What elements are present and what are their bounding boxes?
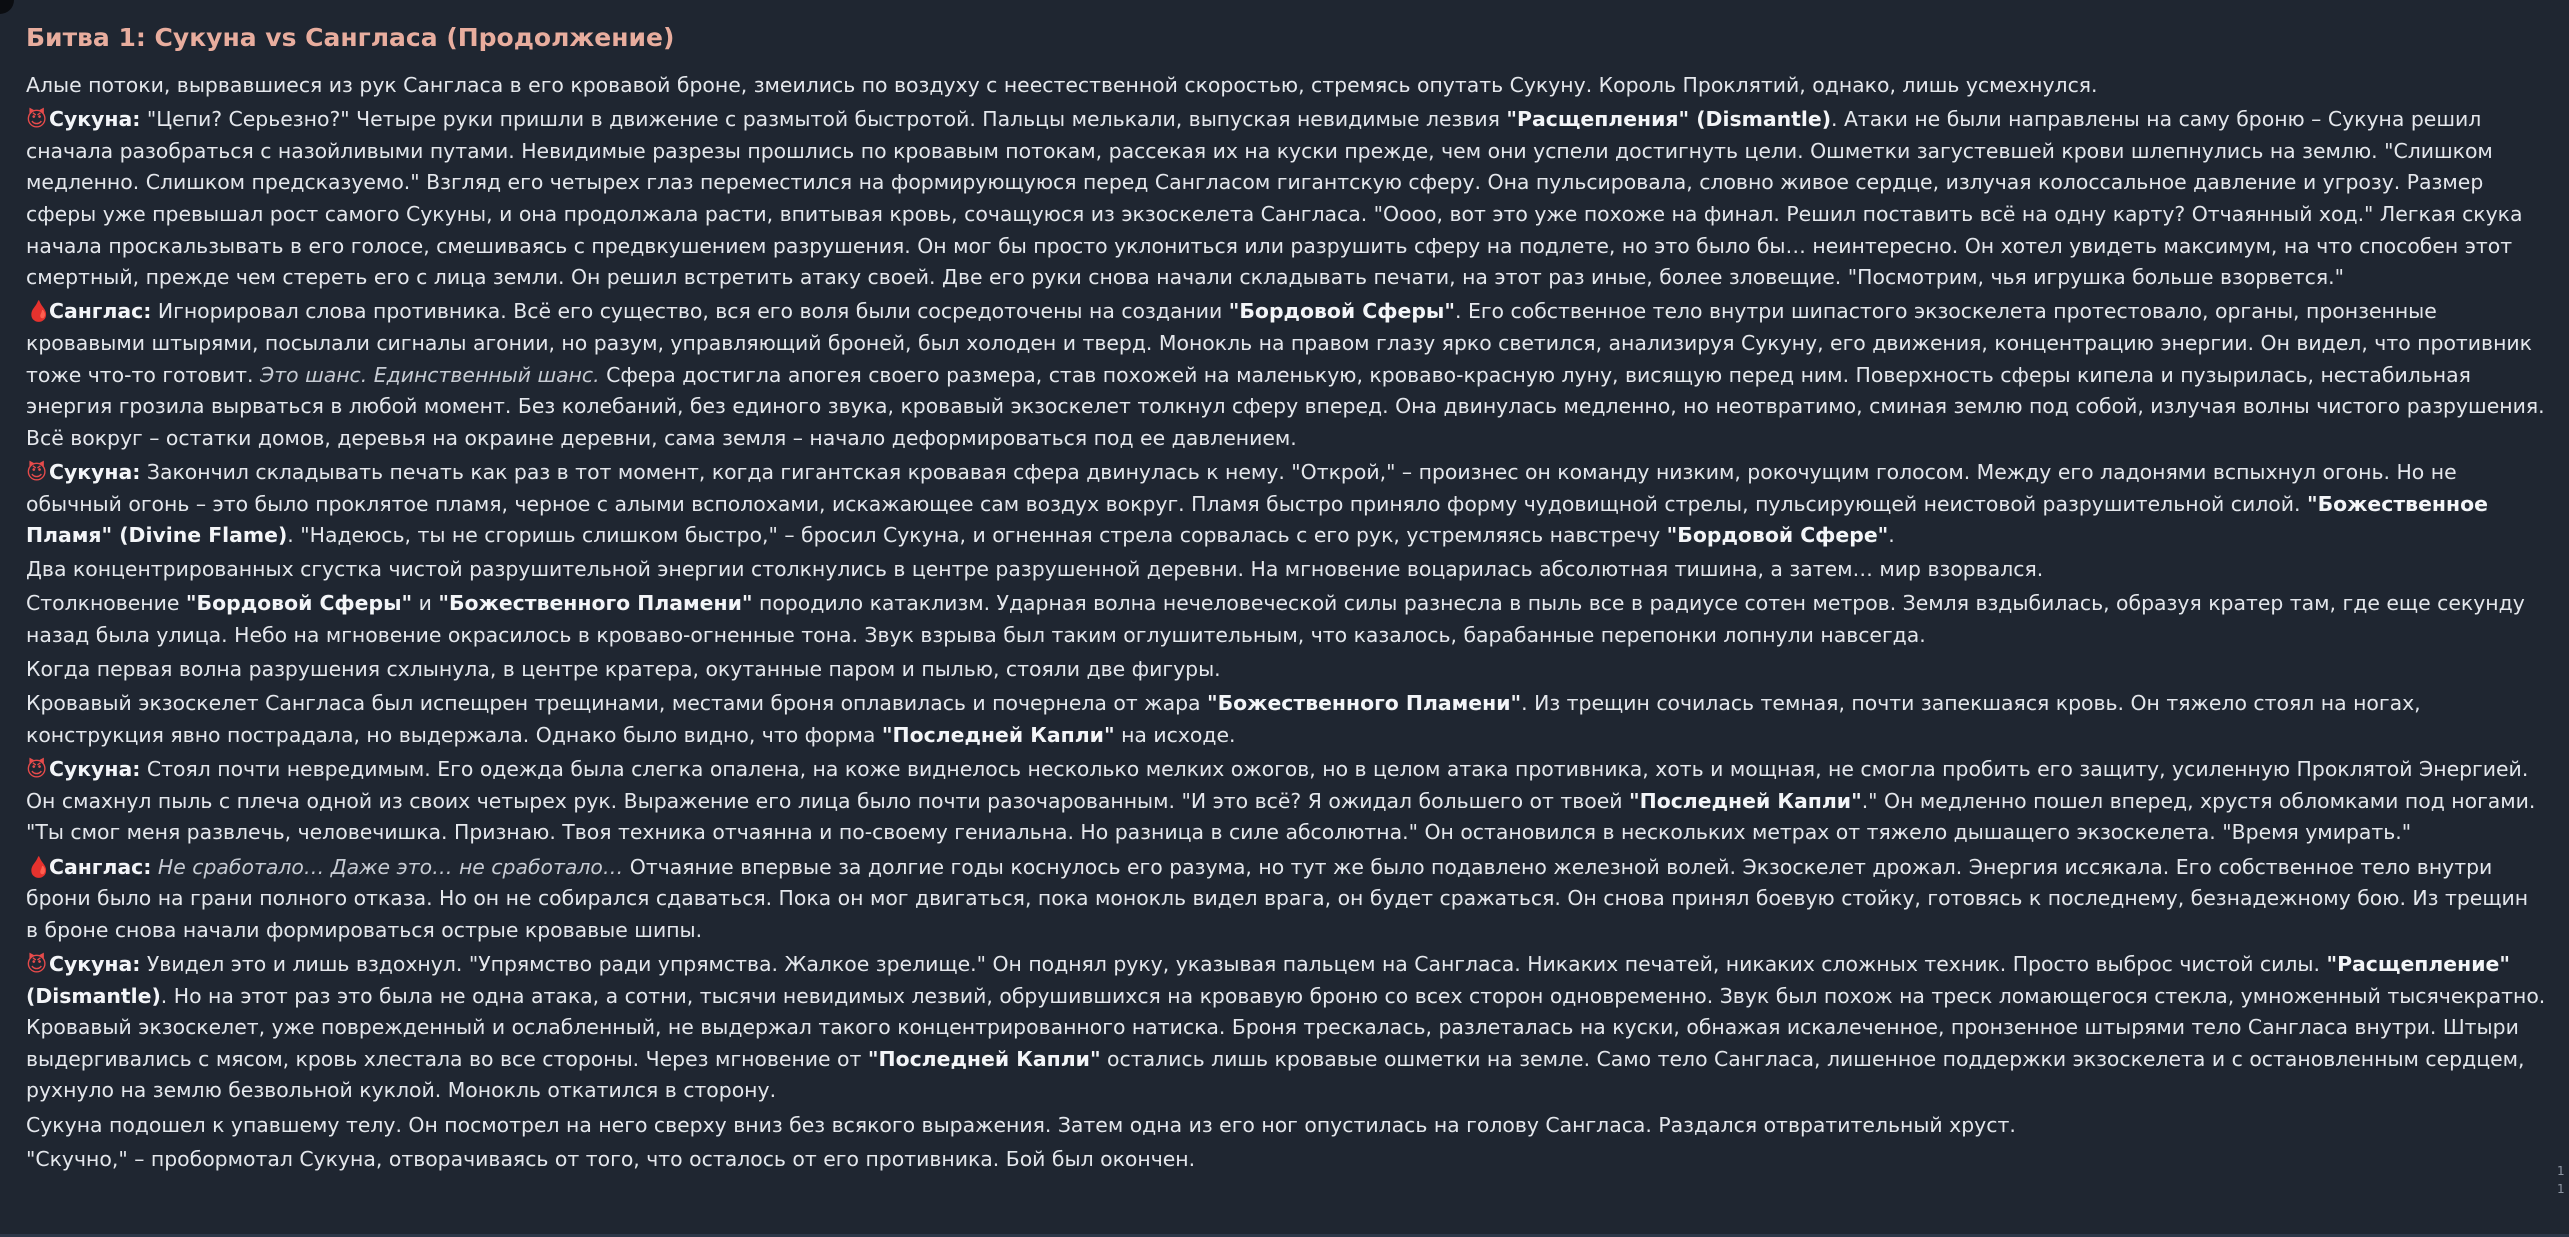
paragraph-text: Два концентрированных сгустка чистой разрушительной энергии столкнулись в центре разрушенной деревни. На мгновение воцарилась абсолютная тишина, а затем… мир взорвался. <box>26 557 2044 582</box>
paragraph-text: Отчаяние впервые за долгие годы коснулось его разума, но тут же было подавлено железной волей. Экзоскелет дрожал. Энергия иссякала. Его собственное тело внутри брони было на грани полного отказа. Но он не собирался сдаваться. Пока он мог двигаться, пока монокль видел врага, он будет сражаться. Он снова принял боевую стойку, готовясь к последнему, безнадежному бою. Из трещин в броне снова начали формироваться острые кровавые шипы. <box>26 854 2529 942</box>
paragraph-text: . <box>1888 523 1895 548</box>
speaker-sukuna: Сукуна: <box>49 757 141 782</box>
devil-face-icon: 😈 <box>26 757 48 782</box>
right-edge-marks <box>2557 1162 2567 1198</box>
blood-drop-icon: 🩸 <box>26 854 52 879</box>
term-divine-flame: "Божественного Пламени" <box>1207 691 1522 716</box>
paragraph-text: Столкновение <box>26 591 186 616</box>
edge-mark: 1 <box>2557 1164 2565 1178</box>
paragraph-text: . Но на этот раз это была не одна атака, а сотни, тысячи невидимых лезвий, обрушившихся на кровавую броню со всех сторон одновременно. Звук был похож на треск ломающегося стекла, умноженный тысячекратно. Кровавый экзоскелет, уже поврежденный и ослабленный, не выдержал такого концентрированного натиска. Броня трескалась, разлеталась на куски, обнажая искалеченное, пронзенное штырями тело Сангласа внутри. Штыри выдергивались с мясом, кровь хлестала во все стороны. Через мгновение от <box>26 983 2546 1071</box>
paragraph-text: "Цепи? Серьезно?" Четыре руки пришли в движение с размытой быстротой. Пальцы мелькали, выпуская невидимые лезвия <box>140 107 1507 132</box>
paragraph-text: . Его собственное тело внутри шипастого экзоскелета протестовало, органы, пронзенные кровавыми штырями, посылали сигналы агонии, но разум, управляющий броней, был холоден и тверд. Монокль на правом глазу ярко светился, анализируя Сукуну, его движения, концентрацию энергии. Он видел, что противник тоже что-то готовит. <box>26 299 2532 387</box>
paragraph-text: остались лишь кровавые ошметки на земле. Само тело Сангласа, лишенное поддержки экзоскелета и с остановленным сердцем, рухнуло на землю безвольной куклой. Монокль откатился в сторону. <box>26 1046 2525 1103</box>
devil-face-icon: 😈 <box>26 951 48 976</box>
term-dismantle: "Расщепление" (Dismantle) <box>26 951 2510 1008</box>
devil-face-icon: 😈 <box>26 107 48 132</box>
term-last-drop: "Последней Капли" <box>1629 788 1862 813</box>
paragraph-text: Игнорировал слова противника. Всё его существо, вся его воля были сосредоточены на создании <box>151 299 1229 324</box>
devil-face-icon: 😈 <box>26 459 48 484</box>
paragraph-text: Кровавый экзоскелет Сангласа был испещрен трещинами, местами броня оплавилась и почернела от жара <box>26 691 1207 716</box>
paragraph-exoskeleton <box>26 688 2546 751</box>
speaker-sukuna: Сукуна: <box>49 951 141 976</box>
story-content <box>26 18 2546 1178</box>
term-divine-flame: "Божественного Пламени" <box>438 591 753 616</box>
paragraph-collision <box>26 554 2546 586</box>
term-crimson-sphere: "Бордовой Сфере" <box>1666 523 1889 548</box>
paragraph-text: Когда первая волна разрушения схлынула, в центре кратера, окутанные паром и пылью, стояли две фигуры. <box>26 657 1221 682</box>
term-crimson-sphere: "Бордовой Сферы" <box>185 591 413 616</box>
paragraph-sukuna-4 <box>26 949 2546 1107</box>
paragraph-aftermath <box>26 654 2546 686</box>
term-crimson-sphere: "Бордовой Сферы" <box>1228 299 1455 324</box>
paragraph-text: Закончил складывать печать как раз в тот момент, когда гигантская кровавая сфера двинулась к нему. "Открой," – произнес он команду низким, рокочущим голосом. Между его ладонями вспыхнул огонь. Но не обычный огонь – это было проклятое пламя, черное с алыми всполохами, искажающее сам воздух вокруг. Пламя быстро приняло форму чудовищной стрелы, пульсирующей неистовой разрушительной силой. <box>26 459 2457 516</box>
blood-drop-icon: 🩸 <box>26 299 52 324</box>
paragraph-text: Сукуна подошел к упавшему телу. Он посмотрел на него сверху вниз без всякого выражения. Затем одна из его ног опустилась на голову Сангласа. Раздался отвратительный хруст. <box>26 1112 2016 1137</box>
paragraph-text: Алые потоки, вырвавшиеся из рук Сангласа в его кровавой броне, змеились по воздуху с неестественной скоростью, стремясь опутать Сукуну. Король Проклятий, однако, лишь усмехнулся. <box>26 73 2098 97</box>
edge-mark: 1 <box>2557 1182 2565 1196</box>
paragraph-text: . Атаки не были направлены на саму броню – Сукуна решил сначала разобраться с назойливыми путами. Невидимые разрезы прошлись по кровавым потокам, рассекая их на куски прежде, чем они успели достигнуть цели. Ошметки загустевшей крови шлепнулись на землю. "Слишком медленно. Слишком предсказуемо." Взгляд его четырех глаз переместился на формирующуюся перед Сангласом гигантскую сферу. Она пульсировала, словно живое сердце, излучая колоссальное давление и угрозу. Размер сферы уже превышал рост самого Сукуны, и она продолжала расти, впитывая кровь, сочащуюся из экзоскелета Сангласа. "Оооо, вот это уже похоже на финал. Решил поставить всё на одну карту? Отчаянный ход." Легкая скука начала проскальзывать в его голосе, смешиваясь с предвкушением разрушения. Он мог бы просто уклониться или разрушить сферу на подлете, но это было бы… неинтересно. Он хотел увидеть максимум, на что способен этот смертный, прежде чем стереть его с лица земли. Он решил встретить атаку своей. Две его руки снова начали складывать печати, на этот раз иные, более зловещие. "Посмотрим, чья игрушка больше взорвется." <box>26 107 2523 290</box>
paragraph-text: ." Он медленно пошел вперед, хрустя обломками под ногами. "Ты смог меня развлечь, человечишка. Признаю. Твоя техника отчаянна и по-своему гениальна. Но разница в силе абсолютна." Он остановился в нескольких метрах от тяжело дышащего экзоскелета. "Время умирать." <box>26 788 2536 845</box>
inner-thought: Не сработало… Даже это… не сработало… <box>157 854 624 879</box>
paragraph-text: на исходе. <box>1114 723 1236 748</box>
paragraph-text: Сфера достигла апогея своего размера, став похожей на маленькую, кроваво-красную луну, висящую перед ним. Поверхность сферы кипела и пузырилась, нестабильная энергия грозила вырваться в любой момент. Без колебаний, без единого звука, кровавый экзоскелет толкнул сферу вперед. Она двинулась медленно, но неотвратимо, сминая землю под собой, излучая волны чистого разрушения. Всё вокруг – остатки домов, деревья на окраине деревни, сама земля – начало деформироваться под ее давлением. <box>26 362 2545 450</box>
paragraph-finishing-blow <box>26 1110 2546 1142</box>
speaker-sanglas: Санглас: <box>49 299 152 324</box>
corner-mark <box>0 0 14 14</box>
paragraph-text: Увидел это и лишь вздохнул. "Упрямство ради упрямства. Жалкое зрелище." Он поднял руку, указывая пальцем на Сангласа. Никаких печатей, никаких сложных техник. Просто выброс чистой силы. <box>140 951 2327 976</box>
paragraph-text: . Из трещин сочилась темная, почти запекшаяся кровь. Он тяжело стоял на ногах, конструкция явно пострадала, но выдержала. Однако было видно, что форма <box>26 691 2421 748</box>
paragraph-sukuna-1 <box>26 104 2546 294</box>
term-last-drop: "Последней Капли" <box>881 723 1115 748</box>
paragraph-text: породило катаклизм. Ударная волна нечеловеческой силы разнесла в пыль все в радиусе сотен метров. Земля вздыбилась, образуя кратер там, где еще секунду назад была улица. Небо на мгновение окрасилось в кроваво-огненные тона. Звук взрыва был таким оглушительным, что казалось, барабанные перепонки лопнули навсегда. <box>26 591 2525 648</box>
paragraph-sanglas-1 <box>26 296 2546 454</box>
paragraph-text: "Скучно," – пробормотал Сукуна, отворачиваясь от того, что осталось от его противника. Бой был окончен. <box>26 1146 1196 1171</box>
term-last-drop: "Последней Капли" <box>867 1046 1101 1071</box>
paragraph-sukuna-2 <box>26 457 2546 552</box>
speaker-sukuna: Сукуна: <box>49 107 141 132</box>
paragraph-text: . "Надеюсь, ты не сгоришь слишком быстро," – бросил Сукуна, и огненная стрела сорвалась с его рук, устремляясь навстречу <box>287 523 1667 548</box>
speaker-sukuna: Сукуна: <box>49 459 141 484</box>
page-title: Битва 1: Сукуна vs Сангласа (Продолжение) <box>26 23 675 52</box>
speaker-sanglas: Санглас: <box>49 854 152 879</box>
term-dismantle: "Расщепления" (Dismantle) <box>1506 107 1832 132</box>
paragraph-text: Стоял почти невредимым. Его одежда была слегка опалена, на коже виднелось несколько мелких ожогов, но в целом атака противника, хоть и мощная, не смогла пробить его защиту, усиленную Проклятой Энергией. Он смахнул пыль с плеча одной из своих четырех рук. Выражение его лица было почти разочарованным. "И это всё? Я ожидал большего от твоей <box>26 757 2529 813</box>
paragraph-sanglas-2 <box>26 852 2546 947</box>
paragraph-sukuna-3 <box>26 754 2546 849</box>
paragraph-intro <box>26 70 2546 102</box>
paragraph-ending <box>26 1144 2546 1176</box>
term-divine-flame: "Божественное Пламя" (Divine Flame) <box>26 491 2488 548</box>
paragraph-cataclysm <box>26 588 2546 651</box>
inner-thought: Это шанс. Единственный шанс. <box>260 362 600 387</box>
paragraph-text: и <box>412 591 439 616</box>
